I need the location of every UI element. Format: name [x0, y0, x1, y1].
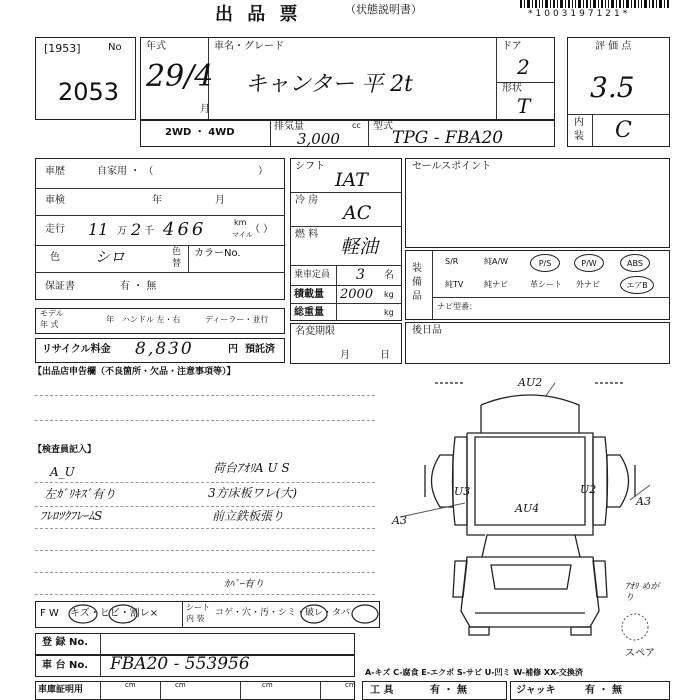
spare-label: スペア	[625, 648, 655, 659]
mileage-unit-mile: マイル	[232, 231, 253, 239]
interior-label-top: 内	[574, 117, 584, 128]
later-date-label: 後日品	[412, 325, 442, 336]
tools-label: 工 具	[370, 685, 394, 696]
glass-note: ｶﾊﾞｰ有り	[224, 579, 264, 590]
name-change-label: 名変期限	[295, 326, 335, 337]
inspector-left-3: ﾌﾚﾛﾂｸﾌﾚｰﾑS	[40, 509, 103, 523]
inspector-left-2: 左ｶﾞﾘｷｽﾞ有り	[44, 487, 117, 501]
mileage-v1: 11	[88, 220, 109, 239]
mileage-unit-km: km	[234, 218, 247, 227]
info-box	[35, 158, 285, 300]
inspector-right-1: 荷台ｱｵﾘA U S	[213, 461, 290, 475]
capacity-label: 乗車定員	[294, 270, 331, 280]
interior-label-bottom: 装	[574, 131, 584, 142]
equip-sr: S/R	[445, 257, 459, 266]
load-label: 積載量	[294, 289, 324, 300]
registration-label: 登 録 No.	[42, 637, 89, 648]
inspector-left-1: A_U	[50, 465, 75, 479]
sheet-subtitle: （状態説明書）	[345, 3, 422, 16]
diagram-mark-a3-right: A3	[636, 495, 651, 508]
equipment-label: 装 備 品	[412, 263, 422, 302]
cert-field-2: cm	[175, 681, 186, 689]
diagram-mark-u2: U2	[580, 483, 597, 496]
lot-code: [1953]	[44, 42, 81, 55]
capacity-value: 3	[356, 267, 365, 283]
color-repaint-bottom: 替	[172, 259, 182, 269]
model-label: 車名・グレード	[214, 41, 284, 52]
color-no-label: カラーNo.	[194, 248, 241, 259]
sheet-title: 出 品 票	[215, 4, 302, 25]
fuel-value: 軽油	[340, 236, 379, 258]
name-change-unit2: 日	[380, 350, 390, 361]
navi-model-label: ナビ型番：	[437, 302, 477, 311]
gross-label: 総重量	[294, 307, 324, 318]
color-value: シロ	[95, 248, 126, 266]
interior-value: C	[615, 118, 632, 143]
model-value: キャンター 平 2t	[245, 72, 413, 97]
cert-label: 車庫証明用	[38, 685, 84, 695]
later-date-box	[405, 322, 670, 364]
door-label: ドア	[502, 41, 522, 52]
color-label: 色	[50, 252, 60, 263]
year-label: 年式	[146, 41, 166, 52]
equip-leather: 革シート	[530, 280, 562, 289]
cert-field-3: cm	[262, 681, 273, 689]
shift-label: シフト	[295, 161, 325, 172]
equip-navi: 純ナビ	[484, 280, 508, 289]
equip-ext-navi: 外ナビ	[576, 280, 600, 289]
history-label: 車歴	[45, 166, 65, 177]
lot-number: 2053	[58, 78, 120, 106]
diagram-mark-au4: AU4	[515, 502, 540, 515]
barcode	[520, 0, 670, 8]
inspection-month: 月	[215, 195, 225, 206]
shape-value: T	[517, 94, 531, 118]
recycle-status: 預託済	[245, 344, 275, 355]
dealer-options: ディーラー・並行	[205, 315, 269, 324]
aircon-value: AC	[343, 202, 372, 224]
displacement-label: 排気量	[274, 121, 304, 132]
shape-label: 形状	[502, 83, 522, 94]
name-change-unit: 月	[340, 350, 350, 361]
color-repaint-top: 色	[172, 247, 182, 257]
equip-aw: 純A/W	[484, 257, 509, 266]
exhibitor-note-label: 【出品店申告欄（不良箇所・欠品・注意事項等）】	[33, 367, 236, 377]
cert-field-4: cm	[345, 681, 356, 689]
equip-airbag: エアB	[620, 276, 654, 294]
jack-label: ジャッキ	[516, 685, 556, 696]
shift-value: IAT	[335, 169, 368, 191]
recycle-value: 8,830	[135, 339, 194, 359]
chassis-label: 車 台 No.	[42, 660, 89, 671]
tools-options: 有 ・ 無	[430, 685, 467, 696]
equip-abs: ABS	[620, 254, 650, 272]
glass-fw-label: F W	[40, 608, 59, 619]
year-month-suffix: 月	[200, 104, 210, 115]
diagram-note: ｱｵﾘ めがり	[625, 582, 660, 603]
inspection-year: 年	[152, 195, 162, 206]
mileage-u2: 千	[144, 226, 154, 237]
recycle-unit: 円	[228, 344, 238, 355]
model-year-label-bottom: 年 式	[40, 320, 59, 329]
drive-text: 2WD ・ 4WD	[165, 127, 235, 138]
score-value: 3.5	[590, 71, 635, 104]
fuel-label: 燃 料	[295, 229, 319, 240]
handle-options: ハンドル 左・右	[122, 315, 181, 324]
inspector-right-2: 3方床板ワレ(大)	[208, 486, 297, 500]
equip-tv: 純TV	[445, 280, 464, 289]
lot-no-label: No	[108, 42, 122, 53]
mileage-u1: 万	[117, 226, 127, 237]
sales-point-label: セールスポイント	[412, 161, 492, 172]
diagram-mark-a3-left: A3	[392, 514, 407, 527]
door-value: 2	[517, 55, 530, 79]
recycle-label: リサイクル料金	[42, 344, 111, 355]
displacement-value: 3,000	[297, 130, 340, 148]
glass-circles	[60, 600, 380, 630]
equip-pw: P/W	[574, 254, 604, 272]
score-label: 評 価 点	[595, 41, 632, 52]
equip-ps: P/S	[530, 254, 560, 272]
inspector-right-3: 前立鉄板張り	[212, 509, 285, 523]
barcode-text: *1003197121*	[528, 9, 631, 19]
model-year-label-top: モデル	[40, 309, 64, 318]
mileage-v2: 2	[131, 220, 142, 239]
model-year-unit: 年	[106, 315, 114, 324]
model-type-value: TPG - FBA20	[392, 128, 504, 148]
mileage-label: 走行	[45, 224, 65, 235]
warranty-options: 有 ・ 無	[120, 281, 157, 292]
inspector-label: 【検査員記入】	[33, 445, 97, 455]
history-options: 自家用 ・ （	[97, 166, 154, 177]
mileage-v3: 466	[163, 219, 207, 240]
aircon-label: 冷 房	[295, 195, 319, 206]
seat-label-top: シート	[186, 603, 210, 612]
load-value: 2000	[340, 287, 374, 302]
history-close: ）	[258, 166, 268, 177]
cert-field-1: cm	[125, 681, 136, 689]
jack-options: 有 ・ 無	[585, 685, 622, 696]
inspection-label: 車検	[45, 195, 65, 206]
diagram-mark-u3: U3	[454, 485, 471, 498]
damage-legend: A-キズ C-腐食 E-エクボ S-サビ U-凹ミ W-補修 XX-交換済	[365, 668, 583, 677]
chassis-value: FBA20 - 553956	[110, 654, 250, 674]
model-type-label: 型式	[373, 121, 393, 132]
mileage-paren: （ ）	[250, 224, 274, 235]
diagram-mark-au2: AU2	[518, 376, 543, 389]
gross-unit: kg	[384, 308, 394, 317]
year-value: 29/4	[146, 59, 214, 94]
seat-label-bottom: 内 装	[186, 614, 205, 623]
glass-items: キズ・ヒビ・割レ×	[70, 608, 159, 619]
capacity-unit: 名	[384, 270, 394, 281]
interior-items: コゲ・穴・汚・シミ・破レ・タバ	[215, 608, 350, 618]
displacement-unit: cc	[352, 121, 361, 130]
warranty-label: 保証書	[45, 281, 75, 292]
load-unit: kg	[384, 290, 394, 299]
